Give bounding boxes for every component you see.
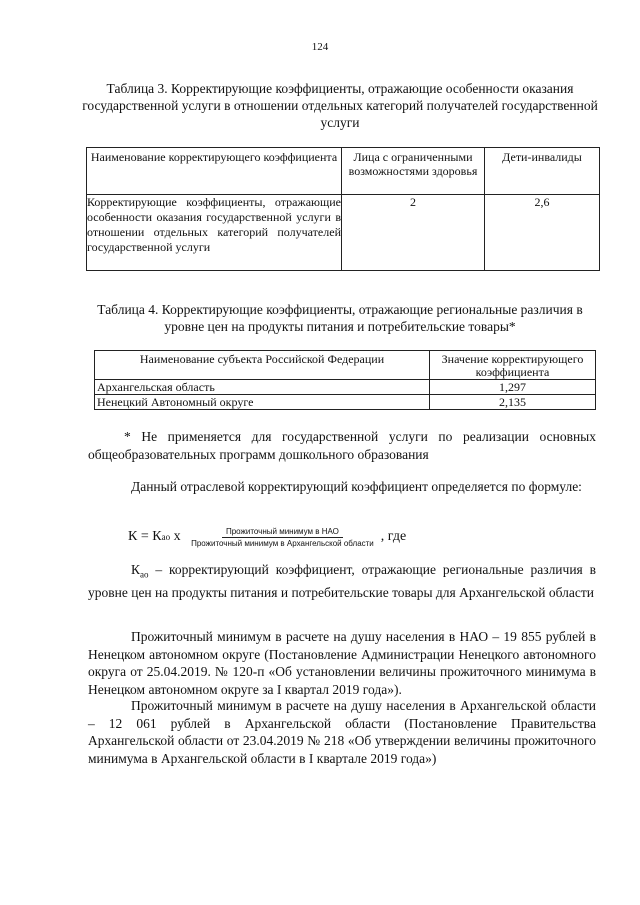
table3-row-name: Корректирующие коэффициенты, отражающие особенности оказания государственной услуги в отношении отдельных категорий получателей государственной услуги (87, 195, 342, 271)
table4-row-name: Ненецкий Автономный округе (95, 395, 430, 410)
paragraph-nao-minimum: Прожиточный минимум в расчете на душу населения в НАО – 19 855 рублей в Ненецком автономном округе (Постановление Администрации Ненецкого автономного округа от 25.04.2019. № 120-п «Об установлении величины прожиточного минимума в Ненецком автономном округе за I квартал 2019 года»). (88, 629, 596, 697)
table4-caption: Таблица 4. Корректирующие коэффициенты, отражающие региональные различия в уровне цен на продукты питания и потребительские товары* (97, 302, 583, 334)
definition-symbol: К (131, 562, 141, 577)
formula (128, 524, 406, 550)
paragraph-arkhangelsk-minimum: Прожиточный минимум в расчете на душу населения в Архангельской области – 12 061 рублей в Архангельской области (Постановление Правительства Архангельской области от 23.04.2019 № 218 «Об утверждении величины прожиточного минимума в Архангельской области в I квартале 2019 года») (88, 698, 596, 766)
formula-suffix: , где (380, 529, 407, 544)
formula-times: x (170, 529, 185, 544)
formula-numerator: Прожиточный минимум в НАО (222, 527, 343, 538)
table4-header-row (95, 351, 596, 380)
formula-subscript: ао (161, 532, 171, 542)
table4-row-value: 2,135 (430, 395, 596, 410)
definition-subscript: ао (140, 569, 149, 580)
formula-intro: Данный отраслевой корректирующий коэффициент определяется по формуле: (131, 479, 582, 494)
table4-header-value: Значение корректирующего коэффициента (430, 351, 596, 380)
table3-row-value2: 2,6 (485, 195, 600, 271)
table3-caption: Таблица 3. Корректирующие коэффициенты, отражающие особенности оказания государственной услуги в отношении отдельных категорий получателей государственной услуги (82, 81, 598, 130)
table4-row-name: Архангельская область (95, 380, 430, 395)
formula-fraction (187, 527, 378, 548)
table4-footnote: * Не применяется для государственной услуги по реализации основных общеобразовательных программ дошкольного образования (88, 429, 596, 462)
definition-text: – корректирующий коэффициент, отражающие региональные различия в уровне цен на продукты питания и потребительские товары для Архангельской области (88, 562, 596, 601)
table3-header-disabled-children: Дети-инвалиды (485, 148, 600, 195)
table-row (95, 395, 596, 410)
table-row (87, 195, 600, 271)
page-number: 124 (311, 41, 329, 53)
table3-header-limited: Лица с ограниченными возможностями здоровья (342, 148, 485, 195)
table4 (94, 350, 596, 410)
formula-denominator: Прожиточный минимум в Архангельской области (191, 538, 374, 548)
table3-row-value1: 2 (342, 195, 485, 271)
formula-lhs: К = К (128, 529, 162, 544)
table3-header-name: Наименование корректирующего коэффициента (87, 148, 342, 195)
table4-row-value: 1,297 (430, 380, 596, 395)
coefficient-definition (88, 561, 596, 602)
table3 (86, 147, 600, 271)
table-row (95, 380, 596, 395)
table4-header-subject: Наименование субъекта Российской Федерации (95, 351, 430, 380)
table3-header-row (87, 148, 600, 195)
